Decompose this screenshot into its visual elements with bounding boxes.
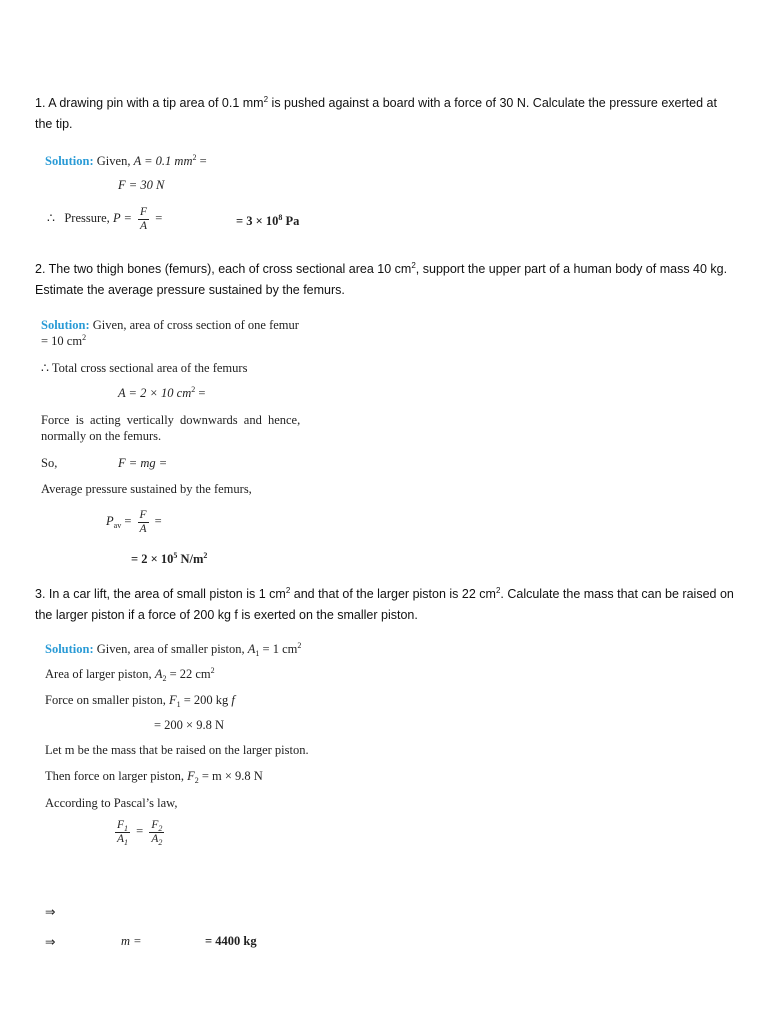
math: f	[231, 693, 235, 707]
solution-2-force-2: normally on the femurs.	[41, 429, 162, 443]
solution-1-given	[45, 154, 207, 169]
solution-2-so: So,	[41, 456, 58, 470]
text: =	[155, 211, 163, 225]
text: =	[195, 386, 206, 400]
question-text: and that of the larger piston is 22 cm	[290, 587, 496, 601]
math: A	[154, 667, 163, 681]
solution-2-given	[41, 318, 299, 333]
subscript: 2	[162, 674, 167, 683]
subscript: 2	[158, 823, 163, 833]
solution-2-result	[131, 552, 207, 567]
subscript: 1	[124, 823, 129, 833]
question-1	[35, 93, 735, 135]
question-3	[35, 584, 735, 626]
fraction	[138, 509, 149, 536]
text: =	[196, 154, 207, 168]
superscript: 2	[191, 385, 196, 394]
solution-2-area	[41, 334, 86, 349]
solution-3-f1	[45, 693, 235, 708]
denominator: A	[139, 522, 147, 535]
denominator: A	[140, 219, 148, 232]
fraction	[149, 819, 164, 846]
solution-3-m-eq: m =	[121, 934, 142, 948]
solution-3-pascal: According to Pascal’s law,	[45, 796, 178, 810]
text: Given,	[93, 154, 134, 168]
denominator	[115, 833, 130, 846]
superscript: 2	[192, 153, 197, 162]
question-text: . Calculate the mass that can be raised on the larger piston if a force of 200 kg f is exerted on the smaller piston.	[35, 587, 734, 622]
math: A	[117, 832, 125, 845]
text: = 10 cm	[41, 334, 83, 348]
text: = 200 kg	[180, 693, 232, 707]
subscript: 1	[255, 649, 260, 658]
question-text: , support the upper part of a human body of mass 40 kg. Estimate the average pressure sustained by the femurs.	[35, 262, 728, 297]
subscript: 1	[124, 837, 129, 847]
text: Then force on larger piston,	[45, 769, 188, 783]
math: F	[117, 818, 125, 831]
text: Area of larger piston,	[45, 667, 155, 681]
superscript: 8	[278, 213, 283, 222]
solution-2-pav	[106, 508, 162, 536]
text: = 2 × 10	[131, 552, 174, 566]
solution-2-force-1: Force is acting vertically downwards and hence,	[41, 413, 301, 427]
fraction	[115, 819, 130, 846]
question-text: 3. In a car lift, the area of small piston is 1 cm	[35, 587, 286, 601]
solution-3-given	[45, 642, 301, 657]
superscript: 2	[495, 586, 501, 595]
text: =	[121, 514, 135, 528]
text: =	[136, 824, 144, 838]
math: A = 0.1 mm	[133, 154, 193, 168]
solution-1-result	[236, 214, 299, 229]
subscript: 2	[194, 776, 199, 785]
subscript: 2	[158, 837, 163, 847]
solution-3-pascal-eq	[112, 814, 167, 848]
math: A = 2 × 10 cm	[118, 386, 192, 400]
therefore-symbol: ∴	[47, 211, 55, 225]
text: = m × 9.8 N	[198, 769, 263, 783]
solution-1-force: F = 30 N	[118, 178, 165, 192]
math: F	[151, 818, 159, 831]
text: Pressure,	[64, 211, 113, 225]
superscript: 5	[173, 551, 178, 560]
superscript: 2	[297, 641, 302, 650]
question-2	[35, 259, 735, 301]
solution-label: Solution:	[45, 642, 94, 656]
numerator: F	[139, 508, 147, 521]
text: Given, area of cross section of one femur	[89, 318, 299, 332]
text: =	[154, 514, 162, 528]
superscript: 2	[82, 333, 87, 342]
denominator	[149, 833, 164, 846]
solution-3-f1-newton: = 200 × 9.8 N	[154, 718, 225, 732]
solution-label: Solution:	[45, 154, 94, 168]
implies-arrow-2: ⇒	[45, 935, 56, 949]
superscript: 2	[203, 551, 208, 560]
math: P	[106, 514, 114, 528]
superscript: 2	[263, 95, 269, 104]
superscript: 2	[411, 261, 416, 270]
text: Force on smaller piston,	[45, 693, 169, 707]
solution-3-result: = 4400 kg	[205, 934, 257, 948]
text: = 1 cm	[259, 642, 298, 656]
question-text: 2. The two thigh bones (femurs), each of cross sectional area 10 cm	[35, 262, 412, 276]
superscript: 2	[210, 666, 215, 675]
math: F	[187, 769, 195, 783]
math: F	[168, 693, 177, 707]
text: N/m	[177, 552, 204, 566]
math: A	[151, 832, 159, 845]
text: Given, area of smaller piston,	[93, 642, 248, 656]
superscript: 2	[285, 586, 291, 595]
text: Pa	[282, 214, 300, 228]
question-text: is pushed against a board with a force of 30 N. Calculate the pressure exerted at the tip.	[35, 96, 717, 131]
implies-arrow-1: ⇒	[45, 905, 56, 919]
solution-2-avg: Average pressure sustained by the femurs,	[41, 482, 252, 496]
fraction	[138, 206, 149, 233]
solution-2-a-eq	[118, 386, 205, 401]
math: P =	[112, 211, 136, 225]
numerator	[115, 819, 130, 833]
text: = 22 cm	[166, 667, 211, 681]
question-text: 1. A drawing pin with a tip area of 0.1 mm	[35, 96, 264, 110]
text: = 3 × 10	[236, 214, 279, 228]
solution-label: Solution:	[41, 318, 90, 332]
solution-3-f2	[45, 769, 263, 784]
solution-1-pressure	[47, 205, 162, 233]
math: A	[247, 642, 256, 656]
numerator	[149, 819, 164, 833]
solution-3-let-m: Let m be the mass that be raised on the larger piston.	[45, 743, 309, 757]
solution-2-f-eq: F = mg =	[118, 456, 168, 470]
solution-2-total: ∴ Total cross sectional area of the femurs	[41, 361, 248, 375]
solution-3-a2	[45, 667, 215, 682]
numerator: F	[140, 205, 148, 218]
subscript: av	[113, 521, 122, 530]
subscript: 1	[176, 700, 181, 709]
